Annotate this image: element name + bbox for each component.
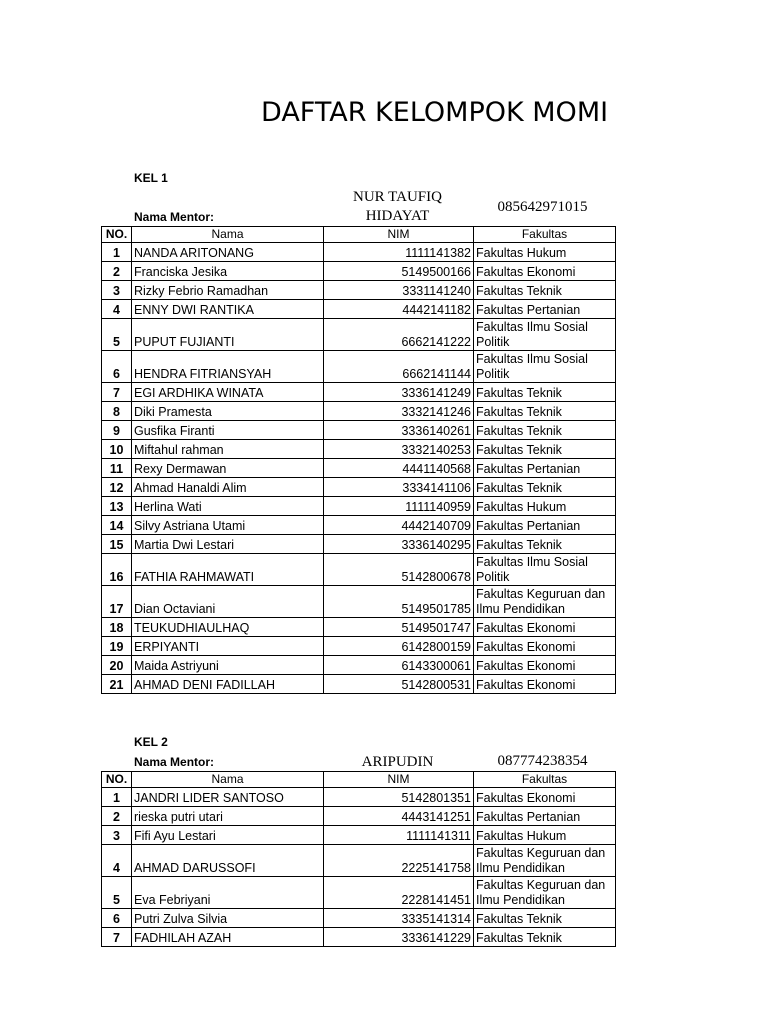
name-cell: JANDRI LIDER SANTOSO — [132, 788, 324, 807]
name-cell: Fifi Ayu Lestari — [132, 826, 324, 845]
name-cell: Miftahul rahman — [132, 440, 324, 459]
no-cell: 1 — [102, 243, 132, 262]
header-nim: NIM — [324, 227, 474, 243]
table-row — [102, 845, 616, 877]
faculty-cell: Fakultas Teknik — [474, 402, 616, 421]
name-cell: EGI ARDHIKA WINATA — [132, 383, 324, 402]
no-cell: 5 — [102, 319, 132, 351]
faculty-cell: Fakultas Ekonomi — [474, 656, 616, 675]
no-cell: 3 — [102, 281, 132, 300]
no-cell: 12 — [102, 478, 132, 497]
name-cell: FADHILAH AZAH — [132, 928, 324, 947]
nim-cell: 6143300061 — [324, 656, 474, 675]
no-cell: 11 — [102, 459, 132, 478]
nim-cell: 3334141106 — [324, 478, 474, 497]
faculty-cell: Fakultas Hukum — [474, 826, 616, 845]
faculty-cell: Fakultas Teknik — [474, 383, 616, 402]
no-cell: 10 — [102, 440, 132, 459]
member-table-kel-1 — [101, 226, 616, 694]
group-label: KEL 2 — [134, 735, 168, 749]
table-row — [102, 554, 616, 586]
name-cell: PUPUT FUJIANTI — [132, 319, 324, 351]
no-cell: 15 — [102, 535, 132, 554]
table-row — [102, 440, 616, 459]
no-cell: 7 — [102, 383, 132, 402]
nim-cell: 3336140295 — [324, 535, 474, 554]
table-row — [102, 351, 616, 383]
table-row — [102, 656, 616, 675]
name-cell: Gusfika Firanti — [132, 421, 324, 440]
nim-cell: 2225141758 — [324, 845, 474, 877]
faculty-cell: Fakultas Teknik — [474, 535, 616, 554]
no-cell: 20 — [102, 656, 132, 675]
nim-cell: 3332140253 — [324, 440, 474, 459]
table-row — [102, 497, 616, 516]
table-row — [102, 516, 616, 535]
nim-cell: 6662141144 — [324, 351, 474, 383]
faculty-cell: Fakultas Ekonomi — [474, 637, 616, 656]
table-row — [102, 637, 616, 656]
name-cell: Martia Dwi Lestari — [132, 535, 324, 554]
mentor-phone: 085642971015 — [497, 199, 588, 215]
faculty-cell: Fakultas Pertanian — [474, 300, 616, 319]
mentor-name: NUR TAUFIQ HIDAYAT — [353, 189, 442, 224]
no-cell: 7 — [102, 928, 132, 947]
name-cell: Maida Astriyuni — [132, 656, 324, 675]
faculty-cell: Fakultas Ilmu Sosial Politik — [474, 351, 616, 383]
name-cell: Diki Pramesta — [132, 402, 324, 421]
no-cell: 18 — [102, 618, 132, 637]
faculty-cell: Fakultas Teknik — [474, 421, 616, 440]
table-row — [102, 535, 616, 554]
member-table-kel-2 — [101, 771, 616, 947]
table-row — [102, 675, 616, 694]
header-no: NO. — [102, 772, 132, 788]
no-cell: 2 — [102, 807, 132, 826]
nim-cell: 4443141251 — [324, 807, 474, 826]
name-cell: rieska putri utari — [132, 807, 324, 826]
nim-cell: 5142801351 — [324, 788, 474, 807]
no-cell: 6 — [102, 909, 132, 928]
no-cell: 1 — [102, 788, 132, 807]
table-row — [102, 618, 616, 637]
faculty-cell: Fakultas Ilmu Sosial Politik — [474, 319, 616, 351]
header-nim: NIM — [324, 772, 474, 788]
table-row — [102, 300, 616, 319]
faculty-cell: Fakultas Keguruan dan Ilmu Pendidikan — [474, 845, 616, 877]
table-row — [102, 909, 616, 928]
nim-cell: 2228141451 — [324, 877, 474, 909]
nim-cell: 5142800678 — [324, 554, 474, 586]
faculty-cell: Fakultas Pertanian — [474, 807, 616, 826]
faculty-cell: Fakultas Pertanian — [474, 516, 616, 535]
name-cell: TEUKUDHIAULHAQ — [132, 618, 324, 637]
no-cell: 16 — [102, 554, 132, 586]
faculty-cell: Fakultas Hukum — [474, 497, 616, 516]
name-cell: AHMAD DENI FADILLAH — [132, 675, 324, 694]
nim-cell: 3336140261 — [324, 421, 474, 440]
faculty-cell: Fakultas Ekonomi — [474, 618, 616, 637]
nim-cell: 3336141249 — [324, 383, 474, 402]
nim-cell: 1111140959 — [324, 497, 474, 516]
table-row — [102, 402, 616, 421]
mentor-phone: 087774238354 — [497, 753, 588, 769]
nim-cell: 3332141246 — [324, 402, 474, 421]
table-row — [102, 262, 616, 281]
name-cell: Herlina Wati — [132, 497, 324, 516]
no-cell: 17 — [102, 586, 132, 618]
table-row — [102, 421, 616, 440]
no-cell: 4 — [102, 300, 132, 319]
page-title: DAFTAR KELOMPOK MOMI — [261, 97, 609, 128]
table-row — [102, 478, 616, 497]
name-cell: HENDRA FITRIANSYAH — [132, 351, 324, 383]
table-row — [102, 586, 616, 618]
name-cell: Franciska Jesika — [132, 262, 324, 281]
header-nama: Nama — [132, 772, 324, 788]
name-cell: Dian Octaviani — [132, 586, 324, 618]
table-row — [102, 459, 616, 478]
no-cell: 6 — [102, 351, 132, 383]
nim-cell: 5149501785 — [324, 586, 474, 618]
faculty-cell: Fakultas Teknik — [474, 478, 616, 497]
nim-cell: 5142800531 — [324, 675, 474, 694]
name-cell: Eva Febriyani — [132, 877, 324, 909]
name-cell: ENNY DWI RANTIKA — [132, 300, 324, 319]
name-cell: Rizky Febrio Ramadhan — [132, 281, 324, 300]
table-row — [102, 807, 616, 826]
no-cell: 21 — [102, 675, 132, 694]
name-cell: AHMAD DARUSSOFI — [132, 845, 324, 877]
name-cell: Rexy Dermawan — [132, 459, 324, 478]
mentor-label: Nama Mentor: — [134, 755, 215, 769]
nim-cell: 3336141229 — [324, 928, 474, 947]
header-fakultas: Fakultas — [474, 227, 616, 243]
nim-cell: 1111141382 — [324, 243, 474, 262]
no-cell: 2 — [102, 262, 132, 281]
table-row — [102, 826, 616, 845]
faculty-cell: Fakultas Keguruan dan Ilmu Pendidikan — [474, 586, 616, 618]
table-row — [102, 788, 616, 807]
faculty-cell: Fakultas Ekonomi — [474, 675, 616, 694]
nim-cell: 3331141240 — [324, 281, 474, 300]
no-cell: 13 — [102, 497, 132, 516]
name-cell: Silvy Astriana Utami — [132, 516, 324, 535]
header-fakultas: Fakultas — [474, 772, 616, 788]
table-row — [102, 383, 616, 402]
nim-cell: 4442140709 — [324, 516, 474, 535]
no-cell: 19 — [102, 637, 132, 656]
header-no: NO. — [102, 227, 132, 243]
nim-cell: 1111141311 — [324, 826, 474, 845]
table-row — [102, 319, 616, 351]
no-cell: 5 — [102, 877, 132, 909]
nim-cell: 4442141182 — [324, 300, 474, 319]
nim-cell: 6142800159 — [324, 637, 474, 656]
faculty-cell: Fakultas Teknik — [474, 909, 616, 928]
faculty-cell: Fakultas Pertanian — [474, 459, 616, 478]
nim-cell: 4441140568 — [324, 459, 474, 478]
name-cell: FATHIA RAHMAWATI — [132, 554, 324, 586]
name-cell: ERPIYANTI — [132, 637, 324, 656]
nim-cell: 3335141314 — [324, 909, 474, 928]
group-label: KEL 1 — [134, 171, 168, 185]
faculty-cell: Fakultas Hukum — [474, 243, 616, 262]
no-cell: 9 — [102, 421, 132, 440]
name-cell: NANDA ARITONANG — [132, 243, 324, 262]
table-row — [102, 928, 616, 947]
nim-cell: 5149501747 — [324, 618, 474, 637]
no-cell: 14 — [102, 516, 132, 535]
no-cell: 8 — [102, 402, 132, 421]
name-cell: Ahmad Hanaldi Alim — [132, 478, 324, 497]
nim-cell: 5149500166 — [324, 262, 474, 281]
name-cell: Putri Zulva Silvia — [132, 909, 324, 928]
no-cell: 3 — [102, 826, 132, 845]
faculty-cell: Fakultas Ilmu Sosial Politik — [474, 554, 616, 586]
faculty-cell: Fakultas Keguruan dan Ilmu Pendidikan — [474, 877, 616, 909]
faculty-cell: Fakultas Teknik — [474, 928, 616, 947]
table-row — [102, 243, 616, 262]
table-row — [102, 281, 616, 300]
header-nama: Nama — [132, 227, 324, 243]
no-cell: 4 — [102, 845, 132, 877]
table-row — [102, 877, 616, 909]
faculty-cell: Fakultas Ekonomi — [474, 262, 616, 281]
faculty-cell: Fakultas Ekonomi — [474, 788, 616, 807]
faculty-cell: Fakultas Teknik — [474, 440, 616, 459]
faculty-cell: Fakultas Teknik — [474, 281, 616, 300]
mentor-name: ARIPUDIN — [361, 754, 434, 770]
nim-cell: 6662141222 — [324, 319, 474, 351]
mentor-label: Nama Mentor: — [134, 210, 215, 224]
